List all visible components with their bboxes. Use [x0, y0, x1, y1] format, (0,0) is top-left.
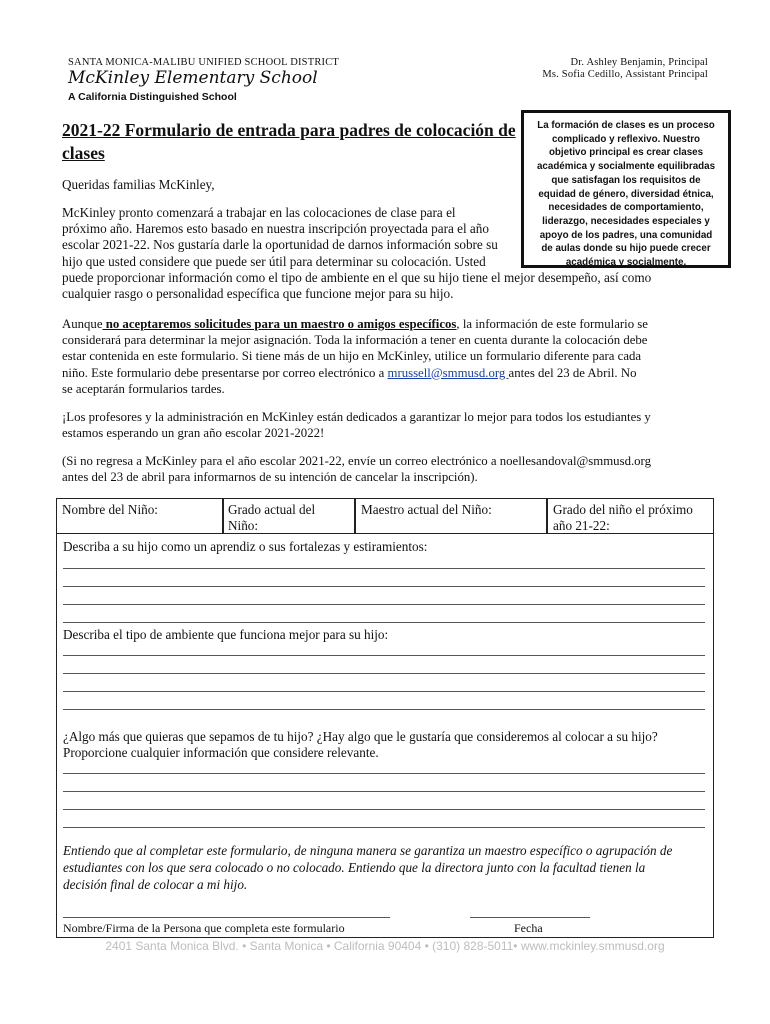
page-title — [62, 119, 516, 165]
notice-line: que satisfagan los requisitos de — [551, 174, 701, 186]
policy-line: considerará para determinar la mejor asignación. Toda la información a tener en cuenta durante la colocación debe — [62, 333, 648, 348]
policy-line — [62, 365, 648, 381]
policy-line — [62, 316, 648, 332]
answer-line[interactable] — [63, 809, 705, 810]
answer-line[interactable] — [63, 791, 705, 792]
notice-line: objetivo principal es crear clases — [548, 147, 704, 159]
policy-email-suffix: antes del 23 de Abril. No — [508, 365, 637, 380]
notice-line: liderazgo, necesidades especiales y — [542, 215, 710, 227]
question-additional — [63, 729, 658, 761]
notice-line: académica y socialmente. — [565, 257, 687, 269]
answer-line[interactable] — [63, 622, 705, 623]
policy-emphasis: no aceptaremos solicitudes para un maestro o amigos específicos — [102, 317, 457, 331]
next-grade-field[interactable] — [548, 499, 713, 533]
answer-line[interactable] — [63, 655, 705, 656]
return-line: (Si no regresa a McKinley para el año escolar 2021-22, envíe un correo electrónico a noellesandoval@smmusd.org — [62, 454, 651, 468]
date-line[interactable] — [470, 917, 590, 918]
notice-line: equidad de género, diversidad étnica, — [538, 188, 714, 200]
current-grade-field[interactable] — [223, 499, 355, 533]
statement-line: decisión final de colocar a mi hijo. — [63, 877, 248, 892]
question-learner: Describa a su hijo como un aprendiz o sus fortalezas y estiramientos: — [63, 539, 428, 554]
current-grade-label: Grado actual del — [228, 502, 316, 517]
question-additional-line: ¿Algo más que quieras que sepamos de tu hijo? ¿Hay algo que le gustaría que consideremos al colocar a su hijo? — [63, 729, 658, 744]
title-line-1: 2021-22 Formulario de entrada para padres de colocación de — [62, 120, 516, 140]
date-label: Fecha — [514, 921, 543, 935]
answer-line[interactable] — [63, 586, 705, 587]
answer-line[interactable] — [63, 673, 705, 674]
notice-line: necesidades de comportamiento, — [548, 202, 704, 214]
current-teacher-field[interactable] — [356, 499, 546, 533]
signature-label: Nombre/Firma de la Persona que completa este formulario — [63, 921, 345, 935]
school-name: McKinley Elementary School — [68, 68, 318, 88]
statement-line: estudiantes con los que sera colocado o no colocado. Entiendo que la directora junto con la facultad tienen la — [63, 860, 646, 875]
question-environment: Describa el tipo de ambiente que funciona mejor para su hijo: — [63, 627, 389, 642]
answer-line[interactable] — [63, 773, 705, 774]
policy-email-prefix: niño. Este formulario debe presentarse por correo electrónico a — [62, 365, 388, 380]
answer-line[interactable] — [63, 691, 705, 692]
signature-line[interactable] — [63, 917, 390, 918]
email-link[interactable]: mrussell@smmusd.org — [387, 365, 509, 380]
principal-name: Dr. Ashley Benjamin, Principal — [570, 57, 708, 68]
intro-line: cualquier rasgo o personalidad específica que funcione mejor para su hijo. — [62, 286, 454, 302]
parent-statement — [63, 842, 672, 893]
notice-line: apoyo de los padres, una comunidad — [539, 229, 713, 241]
notice-line: complicado y reflexivo. Nuestro — [551, 133, 701, 145]
policy-paragraph — [62, 316, 648, 397]
notice-line: académica y socialmente equilibradas — [536, 161, 716, 173]
intro-line: hijo que usted considere que puede ser útil para determinar su colocación. Usted — [62, 253, 486, 269]
answer-line[interactable] — [63, 568, 705, 569]
notice-line: La formación de clases es un proceso — [537, 120, 715, 131]
greeting: Queridas familias McKinley, — [62, 177, 215, 192]
next-grade-label-2: año 21-22: — [553, 518, 610, 533]
statement-line: Entiendo que al completar este formulario, de ninguna manera se garantiza un maestro específico o agrupación de — [63, 843, 673, 858]
intro-line: puede proporcionar información como el tipo de ambiente en el que su hijo tiene el mejor desempeño, así como — [62, 269, 652, 285]
dedication-line: estamos esperando un gran año escolar 2021-2022! — [62, 426, 325, 441]
return-line: antes del 23 de abril para informarnos de su intención de cancelar la inscripción). — [62, 470, 478, 485]
policy-prefix: Aunque — [62, 317, 103, 331]
notice-line: de aulas donde su hijo puede crecer — [541, 243, 711, 255]
next-grade-label: Grado del niño el próximo — [553, 502, 693, 517]
child-name-field[interactable] — [57, 499, 222, 533]
return-paragraph — [62, 453, 651, 485]
answer-line[interactable] — [63, 709, 705, 710]
answer-line[interactable] — [63, 827, 705, 828]
child-info-table — [56, 498, 714, 534]
intro-line: McKinley pronto comenzará a trabajar en las colocaciones de clase para el — [62, 205, 456, 220]
dedication-line: ¡Los profesores y la administración en McKinley están dedicados a garantizar lo mejor para todos los estudiantes y — [62, 410, 651, 424]
child-name-label: Nombre del Niño: — [62, 502, 158, 517]
title-line-2: clases — [62, 143, 105, 163]
policy-rest: , la información de este formulario se — [456, 317, 648, 331]
dedication-paragraph — [62, 409, 651, 441]
assistant-principal-name: Ms. Sofia Cedillo, Assistant Principal — [542, 69, 708, 80]
policy-line: se aceptarán formularios tardes. — [62, 381, 225, 396]
district-name: SANTA MONICA-MALIBU UNIFIED SCHOOL DISTRICT — [68, 57, 340, 68]
distinction-label: A California Distinguished School — [68, 91, 237, 103]
intro-line: escolar 2021-22. Nos gustaría darle la oportunidad de darnos información sobre su — [62, 237, 498, 253]
intro-line: próximo año. Haremos esto basado en nuestra inscripción proyectada para el año — [62, 221, 489, 237]
current-grade-label-2: Niño: — [228, 518, 259, 533]
current-teacher-label: Maestro actual del Niño: — [361, 502, 492, 517]
question-additional-line: Proporcione cualquier información que considere relevante. — [63, 745, 379, 761]
answer-line[interactable] — [63, 604, 705, 605]
footer-address: 2401 Santa Monica Blvd. • Santa Monica • California 90404 • (310) 828-5011• www.mckinley.smmusd.org — [105, 939, 665, 953]
intro-paragraph — [62, 205, 651, 302]
policy-line: estar contenida en este formulario. Si tiene más de un hijo en McKinley, utilice un formulario diferente para cada — [62, 349, 642, 364]
